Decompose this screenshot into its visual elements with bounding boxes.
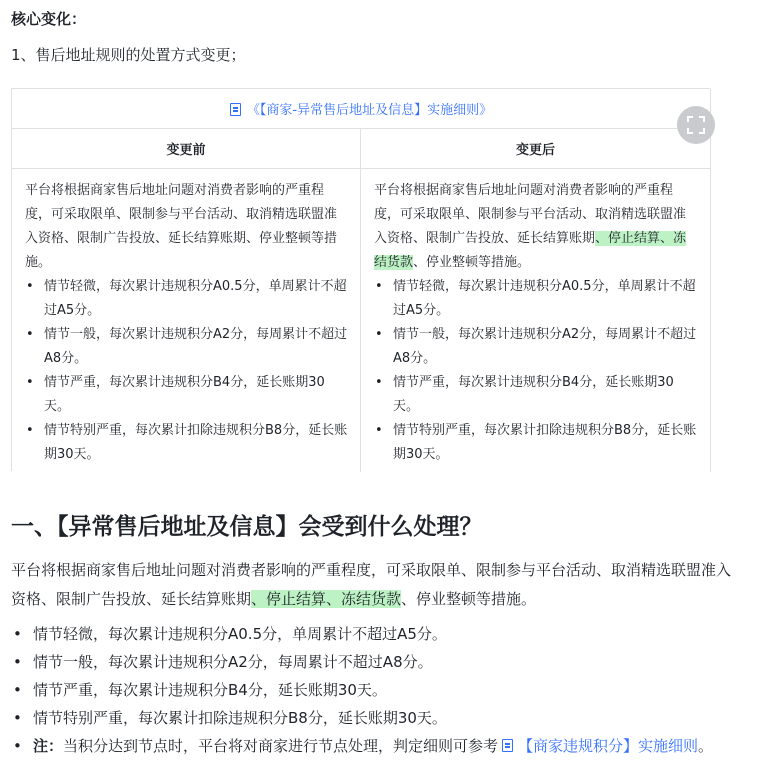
after-intro-highlight: 、停止结算、冻结货款 bbox=[374, 231, 687, 270]
before-list-item: • 情节特别严重，每次累计扣除违规积分B8分，延长账期30天。 bbox=[25, 419, 348, 467]
intro-line: 1、售后地址规则的处置方式变更； bbox=[11, 46, 246, 64]
points-rule-link-text[interactable]: 【商家违规积分】实施细则 bbox=[518, 737, 699, 755]
after-intro bbox=[374, 179, 698, 275]
section-paragraph-highlight: 、停止结算、冻结货款 bbox=[251, 590, 402, 608]
list-item: • 情节严重，每次累计违规积分B4分，延长账期30天。 bbox=[11, 676, 746, 704]
after-intro-suffix: 、停业整顿等措施。 bbox=[413, 255, 531, 270]
section-paragraph bbox=[11, 556, 741, 614]
before-intro: 平台将根据商家售后地址问题对消费者影响的严重程度，可采取限单、限制参与平台活动、取消精选联盟准入资格、限制广告投放、延长结算账期、停业整顿等措施。 bbox=[25, 183, 338, 270]
after-intro-text: 平台将根据商家售后地址问题对消费者影响的严重程度，可采取限单、限制参与平台活动、取消精选联盟准入资格、限制广告投放、延长结算账期 bbox=[374, 183, 687, 246]
section-list bbox=[11, 620, 746, 760]
after-cell bbox=[361, 169, 711, 472]
table-title-text[interactable]: 《【商家-异常售后地址及信息】实施细则》 bbox=[246, 103, 493, 118]
comparison-table bbox=[11, 88, 710, 471]
fullscreen-icon bbox=[687, 116, 705, 134]
before-list-item: • 情节严重，每次累计违规积分B4分，延长账期30天。 bbox=[25, 371, 348, 419]
before-list-item: • 情节一般，每次累计违规积分A2分，每周累计不超过A8分。 bbox=[25, 323, 348, 371]
section-paragraph-suffix: 、停业整顿等措施。 bbox=[401, 590, 537, 608]
after-list-item: • 情节一般，每次累计违规积分A2分，每周累计不超过A8分。 bbox=[374, 323, 698, 371]
note-label: 注： bbox=[33, 737, 64, 755]
after-header: 变更后 bbox=[361, 129, 711, 169]
after-list-item: • 情节特别严重，每次累计扣除违规积分B8分，延长账期30天。 bbox=[374, 419, 698, 467]
list-item: • 情节一般，每次累计违规积分A2分，每周累计不超过A8分。 bbox=[11, 648, 746, 676]
after-list bbox=[374, 275, 698, 467]
after-list-item: • 情节轻微，每次累计违规积分A0.5分，单周累计不超过A5分。 bbox=[374, 275, 698, 323]
points-rule-link[interactable] bbox=[498, 737, 698, 755]
note-text: 当积分达到节点时，平台将对商家进行节点处理，判定细则可参考 bbox=[63, 737, 499, 755]
section-title: 一、【异常售后地址及信息】会受到什么处理？ bbox=[11, 514, 483, 540]
before-cell bbox=[12, 169, 361, 472]
table-title-link[interactable] bbox=[12, 89, 711, 129]
document-icon bbox=[502, 739, 513, 752]
before-header: 变更前 bbox=[12, 129, 361, 169]
core-changes-heading: 核心变化： bbox=[11, 10, 87, 28]
note-end: 。 bbox=[698, 737, 714, 755]
note-item bbox=[11, 732, 746, 760]
list-item: • 情节轻微，每次累计违规积分A0.5分，单周累计不超过A5分。 bbox=[11, 620, 746, 648]
before-list-item: • 情节轻微，每次累计违规积分A0.5分，单周累计不超过A5分。 bbox=[25, 275, 348, 323]
document-icon bbox=[230, 103, 241, 116]
before-list bbox=[25, 275, 348, 467]
fullscreen-button[interactable] bbox=[677, 106, 715, 144]
section-paragraph-text: 平台将根据商家售后地址问题对消费者影响的严重程度，可采取限单、限制参与平台活动、取消精选联盟准入资格、限制广告投放、延长结算账期 bbox=[11, 561, 732, 608]
after-list-item: • 情节严重，每次累计违规积分B4分，延长账期30天。 bbox=[374, 371, 698, 419]
list-item: • 情节特别严重，每次累计扣除违规积分B8分，延长账期30天。 bbox=[11, 704, 746, 732]
